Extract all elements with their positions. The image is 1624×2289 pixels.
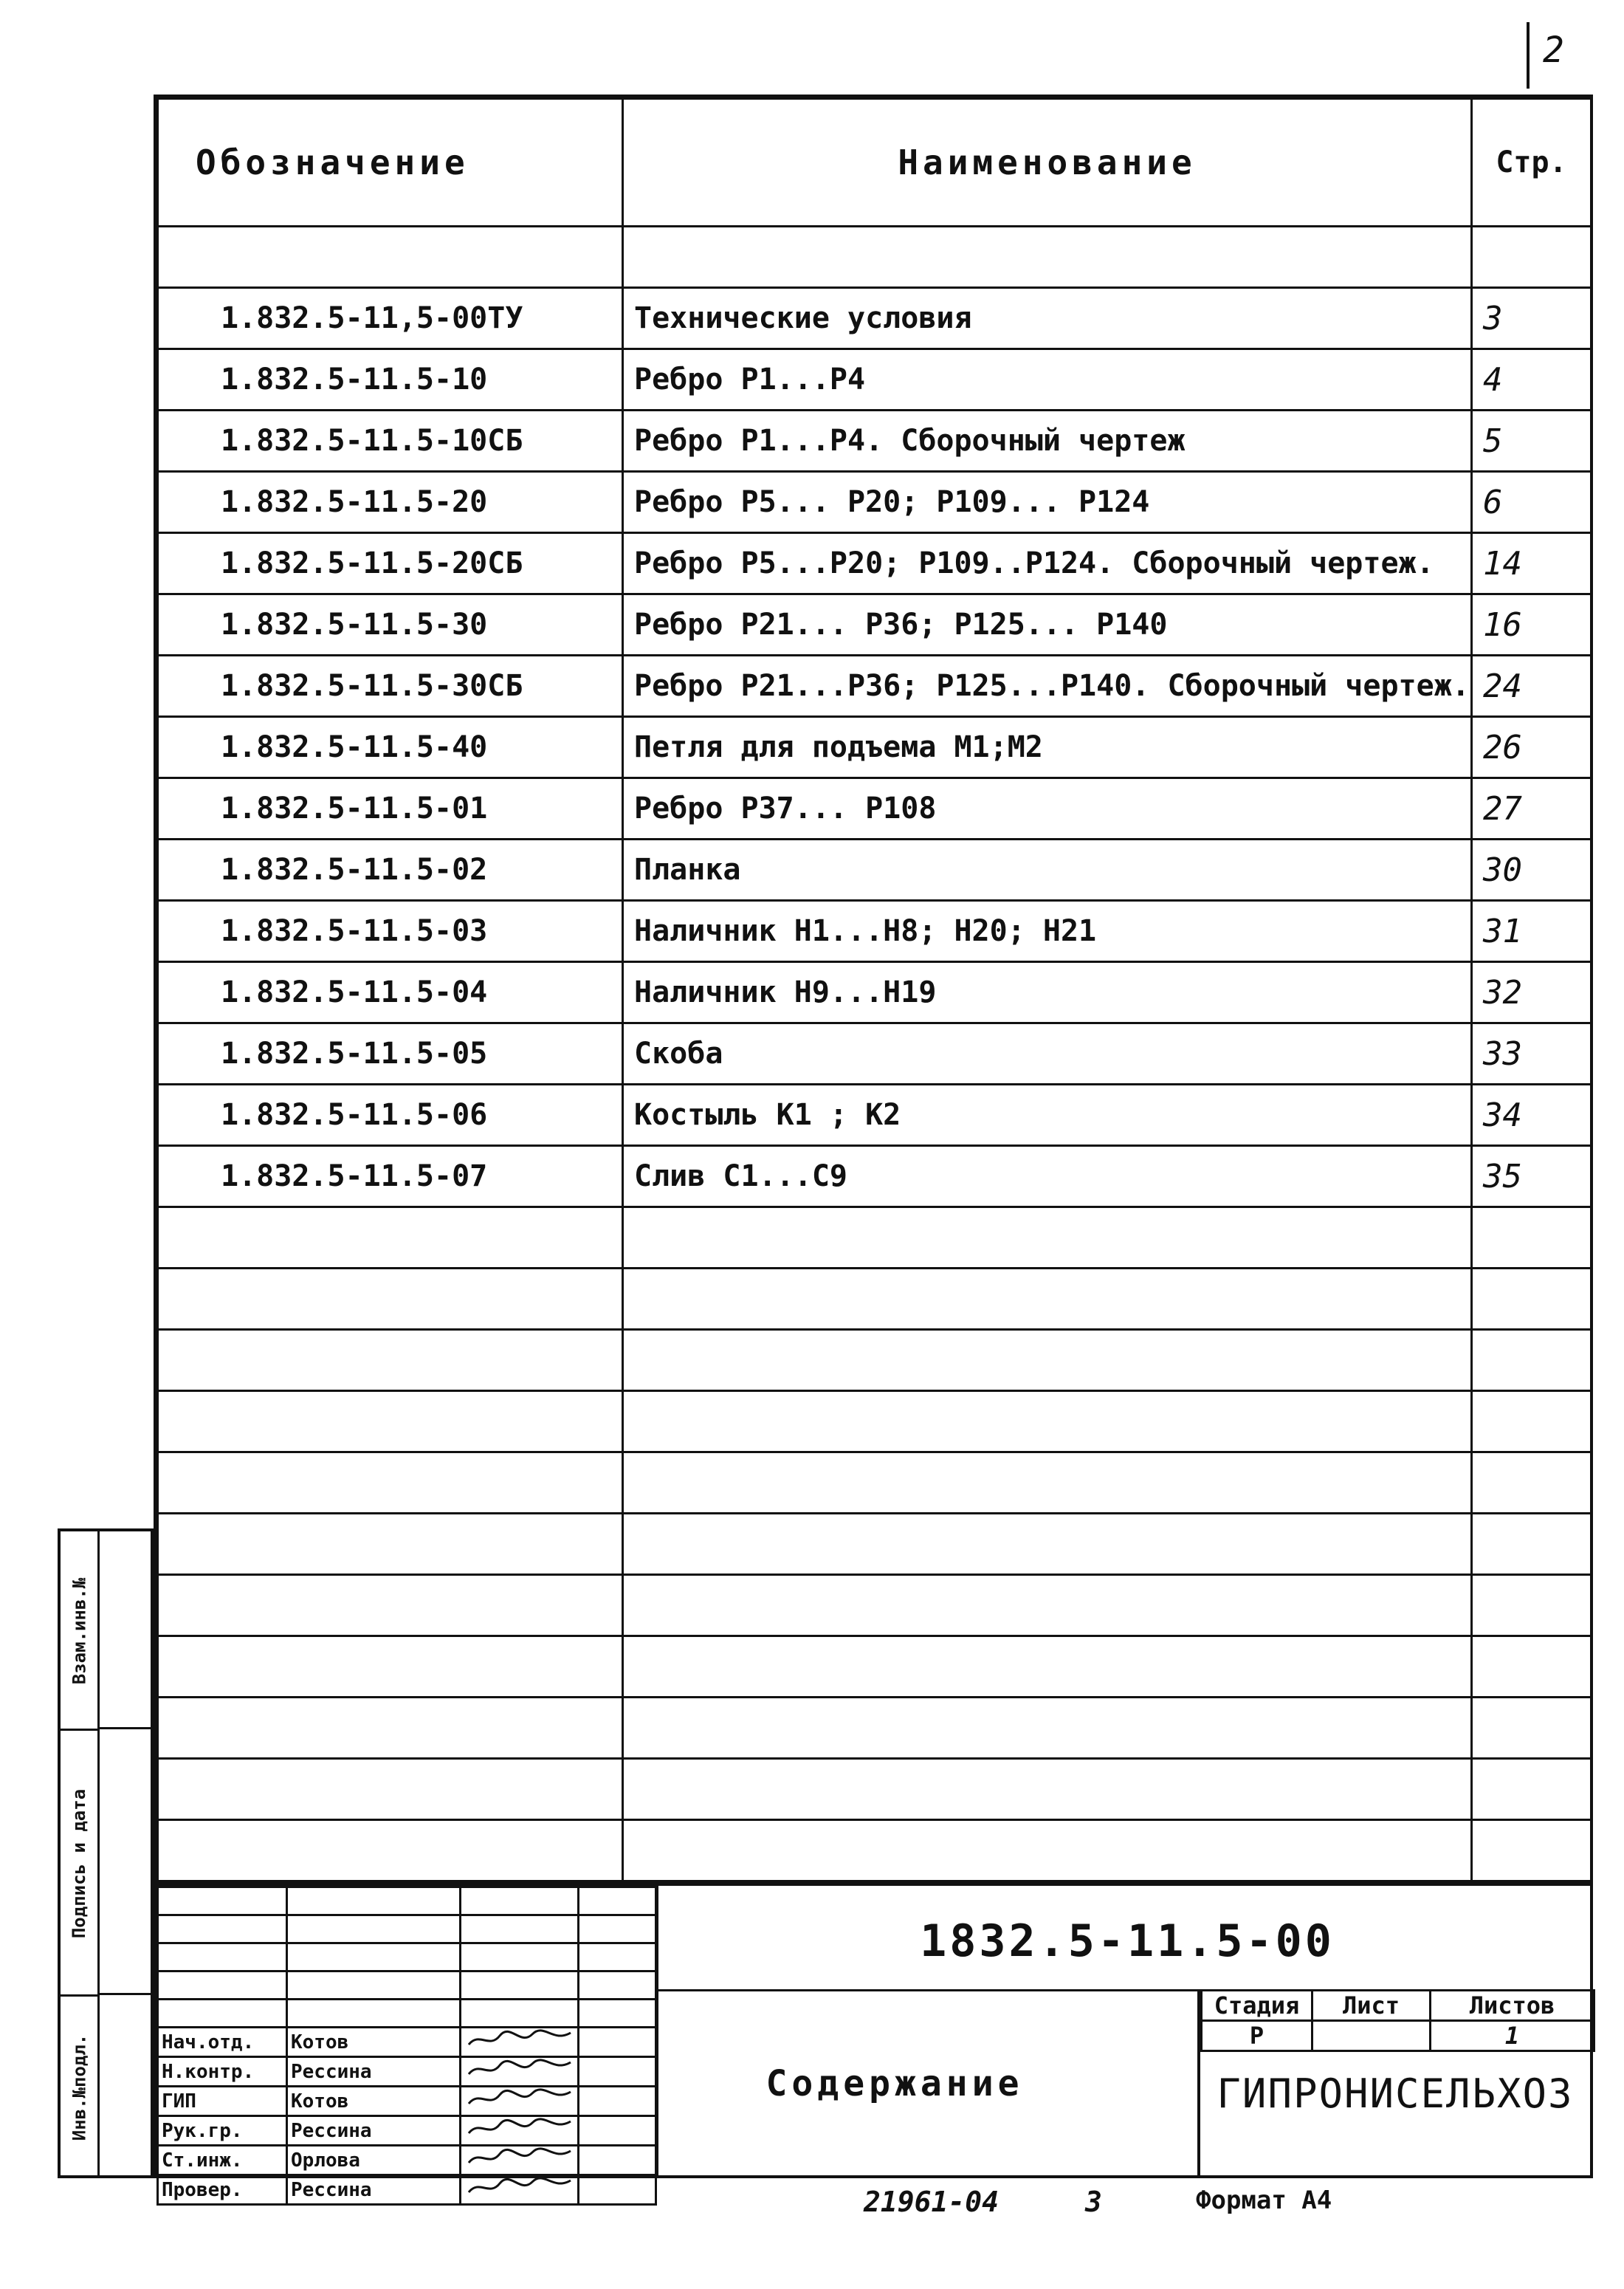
- row-name: Ребро Р1...Р4. Сборочный чертеж: [623, 411, 1472, 472]
- signature-mark: [461, 2057, 579, 2087]
- signature-row: [158, 2087, 656, 2116]
- signature-date: [579, 2146, 656, 2175]
- row-code: 1.832.5-11,5-00ТУ: [158, 288, 623, 349]
- signature-role: Рук.гр.: [158, 2116, 287, 2146]
- signature-row: [158, 2146, 656, 2175]
- table-row-blank: [158, 1452, 1592, 1514]
- row-code: 1.832.5-11.5-10СБ: [158, 411, 623, 472]
- row-name: Ребро Р1...Р4: [623, 349, 1472, 411]
- table-row-blank: [158, 1759, 1592, 1820]
- signature-name: Рессина: [287, 2116, 461, 2146]
- header-designation: Обозначение: [158, 99, 623, 227]
- row-name: Скоба: [623, 1023, 1472, 1085]
- row-code: 1.832.5-11.5-10: [158, 349, 623, 411]
- signature-row: [158, 2116, 656, 2146]
- stage-value: Р: [1202, 2021, 1312, 2051]
- table-row: [158, 901, 1592, 962]
- table-row-blank: [158, 227, 1592, 288]
- signature-date: [579, 2057, 656, 2087]
- row-page: 30: [1472, 840, 1592, 901]
- row-page: 24: [1472, 656, 1592, 717]
- row-name: Ребро Р21...Р36; Р125...Р140. Сборочный чертеж.: [623, 656, 1472, 717]
- signature-row: [158, 2057, 656, 2087]
- sheets-label: Листов: [1431, 1991, 1594, 2021]
- sheet-value: [1312, 2021, 1431, 2051]
- side-stamp-divider: [97, 1727, 154, 1729]
- table-row: [158, 717, 1592, 778]
- row-name: Ребро Р21... Р36; Р125... Р140: [623, 594, 1472, 656]
- row-code: 1.832.5-11.5-07: [158, 1146, 623, 1207]
- row-name: Технические условия: [623, 288, 1472, 349]
- row-name: Наличник Н9...Н19: [623, 962, 1472, 1023]
- contents-table: [154, 95, 1593, 1885]
- row-code: 1.832.5-11.5-02: [158, 840, 623, 901]
- side-stamp-divider: [97, 1993, 154, 1995]
- signature-date: [579, 2028, 656, 2057]
- row-page: 34: [1472, 1085, 1592, 1146]
- footer-format: Формат А4: [1196, 2186, 1332, 2215]
- signature-date: [579, 2175, 656, 2205]
- row-page: 26: [1472, 717, 1592, 778]
- document-code: 1832.5-11.5-00: [920, 1915, 1335, 1967]
- row-page: 27: [1472, 778, 1592, 840]
- table-row: [158, 472, 1592, 533]
- table-row-blank: [158, 1575, 1592, 1636]
- table-row-blank: [158, 1820, 1592, 1881]
- table-row: [158, 594, 1592, 656]
- row-page: 14: [1472, 533, 1592, 594]
- signature-row: [158, 2028, 656, 2057]
- row-name: Костыль К1 ; К2: [623, 1085, 1472, 1146]
- row-name: Ребро Р5...Р20; Р109..Р124. Сборочный чертеж.: [623, 533, 1472, 594]
- sheet-label: Лист: [1312, 1991, 1431, 2021]
- row-name: Наличник Н1...Н8; Н20; Н21: [623, 901, 1472, 962]
- table-row-blank: [158, 1698, 1592, 1759]
- row-code: 1.832.5-11.5-30: [158, 594, 623, 656]
- row-code: 1.832.5-11.5-20: [158, 472, 623, 533]
- signature-mark: [461, 2028, 579, 2057]
- table-row: [158, 349, 1592, 411]
- stage-box: [1197, 1989, 1590, 2175]
- signature-role: ГИП: [158, 2087, 287, 2116]
- row-page: 32: [1472, 962, 1592, 1023]
- row-name: Ребро Р37... Р108: [623, 778, 1472, 840]
- signature-mark: [461, 2146, 579, 2175]
- sheet-number: 2: [1543, 30, 1564, 71]
- table-row: [158, 1085, 1592, 1146]
- signature-date: [579, 2087, 656, 2116]
- row-code: 1.832.5-11.5-01: [158, 778, 623, 840]
- sign-date-label: Подпись и дата: [69, 1788, 90, 1939]
- row-page: 35: [1472, 1146, 1592, 1207]
- row-page: 4: [1472, 349, 1592, 411]
- row-name: Петля для подъема М1;М2: [623, 717, 1472, 778]
- row-page: 6: [1472, 472, 1592, 533]
- signature-date: [579, 2116, 656, 2146]
- table-row: [158, 840, 1592, 901]
- side-stamp: [58, 1528, 154, 2178]
- row-page: 31: [1472, 901, 1592, 962]
- replace-inv-label: Взам.инв.№: [69, 1577, 89, 1685]
- signature-row: [158, 2175, 656, 2205]
- row-name: Слив С1...С9: [623, 1146, 1472, 1207]
- table-row-blank: [158, 1391, 1592, 1452]
- table-row-blank: [158, 1636, 1592, 1698]
- signature-role: Нач.отд.: [158, 2028, 287, 2057]
- signature-name: Рессина: [287, 2175, 461, 2205]
- signature-mark: [461, 2175, 579, 2205]
- table-header-row: [158, 99, 1592, 227]
- signature-mark: [461, 2116, 579, 2146]
- sheets-value: 1: [1431, 2021, 1594, 2051]
- organization-name: ГИПРОНИСЕЛЬХОЗ: [1217, 2070, 1574, 2117]
- table-row: [158, 1023, 1592, 1085]
- row-code: 1.832.5-11.5-06: [158, 1085, 623, 1146]
- signature-name: Котов: [287, 2028, 461, 2057]
- signature-name: Котов: [287, 2087, 461, 2116]
- row-code: 1.832.5-11.5-04: [158, 962, 623, 1023]
- signature-name: Орлова: [287, 2146, 461, 2175]
- table-row-blank: [158, 1330, 1592, 1391]
- sheet-number-divider: [1527, 22, 1530, 89]
- table-row-blank: [158, 1269, 1592, 1330]
- table-row: [158, 778, 1592, 840]
- signature-role: Провер.: [158, 2175, 287, 2205]
- row-code: 1.832.5-11.5-05: [158, 1023, 623, 1085]
- row-page: 16: [1472, 594, 1592, 656]
- document-title: Содержание: [765, 2063, 1024, 2104]
- table-row-blank: [158, 1514, 1592, 1575]
- row-page: 33: [1472, 1023, 1592, 1085]
- row-code: 1.832.5-11.5-03: [158, 901, 623, 962]
- table-row: [158, 1146, 1592, 1207]
- signature-role: Н.контр.: [158, 2057, 287, 2087]
- footer-page: 3: [1085, 2186, 1102, 2218]
- row-page: 3: [1472, 288, 1592, 349]
- table-row: [158, 288, 1592, 349]
- signature-role: Ст.инж.: [158, 2146, 287, 2175]
- signature-table: [156, 1886, 658, 2201]
- table-row: [158, 411, 1592, 472]
- stage-label: Стадия: [1202, 1991, 1312, 2021]
- row-name: Планка: [623, 840, 1472, 901]
- row-name: Ребро Р5... Р20; Р109... Р124: [623, 472, 1472, 533]
- signature-name: Рессина: [287, 2057, 461, 2087]
- row-code: 1.832.5-11.5-20СБ: [158, 533, 623, 594]
- table-row: [158, 533, 1592, 594]
- header-name: Наименование: [623, 99, 1472, 227]
- header-page: Стр.: [1472, 99, 1592, 227]
- signature-mark: [461, 2087, 579, 2116]
- table-row-blank: [158, 1207, 1592, 1269]
- row-code: 1.832.5-11.5-30СБ: [158, 656, 623, 717]
- footer-number: 21961-04: [864, 2186, 999, 2218]
- inv-no-orig-label: Инв.№подл.: [69, 2034, 89, 2141]
- row-code: 1.832.5-11.5-40: [158, 717, 623, 778]
- table-row: [158, 656, 1592, 717]
- row-page: 5: [1472, 411, 1592, 472]
- table-row: [158, 962, 1592, 1023]
